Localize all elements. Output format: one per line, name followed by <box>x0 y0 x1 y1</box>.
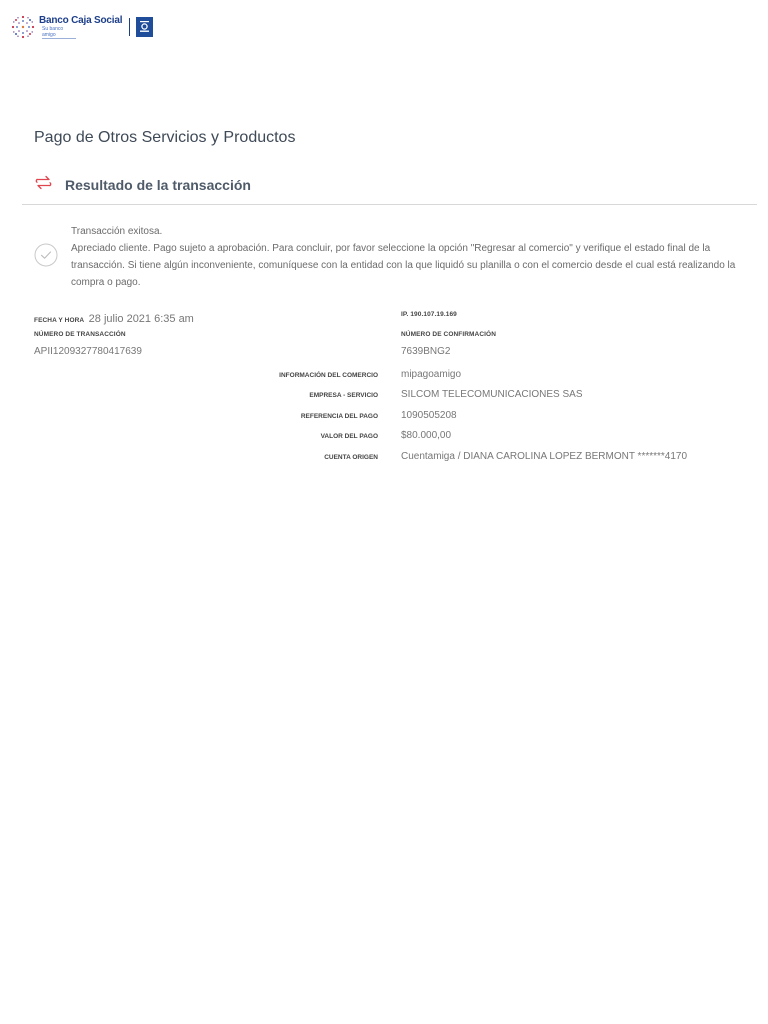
result-message <box>71 223 746 291</box>
fecha-value: 28 julio 2021 6:35 am <box>88 313 194 325</box>
empresa-value: SILCOM TELECOMUNICACIONES SAS <box>401 389 583 400</box>
fecha-label: FECHA Y HORA <box>34 317 85 324</box>
ip-label: IP. 190.107.19.169 <box>401 311 457 318</box>
message-text: Apreciado cliente. Pago sujeto a aprobación. Para concluir, por favor seleccione la opción "Regresar al comercio" y verifique el estado final de la transacción. Si tiene algún inconveniente, comuníquese con la entidad con la que liquidó su planilla o con el comercio desde el cual está realizando la compra o pago. <box>71 243 736 288</box>
check-circle-icon <box>34 243 58 267</box>
cuenta-value: Cuentamiga / DIANA CAROLINA LOPEZ BERMONT *******4170 <box>401 451 688 462</box>
brand-separator <box>129 18 130 36</box>
transaccion-value: APII1209327780417639 <box>34 346 142 357</box>
brand-name: Banco Caja Social <box>39 15 123 26</box>
fecha-row <box>34 309 194 327</box>
section-header <box>34 174 251 196</box>
valor-value: $80.000,00 <box>401 430 452 441</box>
transfer-arrows-icon <box>34 173 53 197</box>
referencia-label: REFERENCIA DEL PAGO <box>300 413 378 420</box>
sunburst-logo-icon[interactable] <box>10 14 36 40</box>
page-title: Pago de Otros Servicios y Productos <box>34 129 296 146</box>
valor-label: VALOR DEL PAGO <box>320 433 378 440</box>
confirmacion-value: 7639BNG2 <box>401 346 451 357</box>
empresa-label: EMPRESA - SERVICIO <box>309 392 378 399</box>
brand-tagline: Su banco amigo <box>42 26 76 39</box>
section-divider <box>22 204 757 205</box>
transaccion-label: NÚMERO DE TRANSACCIÓN <box>34 331 126 338</box>
section-title: Resultado de la transacción <box>65 177 251 193</box>
comercio-label: INFORMACIÓN DEL COMERCIO <box>279 372 378 379</box>
referencia-value: 1090505208 <box>401 410 457 421</box>
cuenta-label: CUENTA ORIGEN <box>324 454 378 461</box>
brand-logo-text <box>39 15 122 39</box>
colmena-badge-icon <box>136 17 153 37</box>
header <box>10 13 153 41</box>
comercio-value: mipagoamigo <box>401 369 462 380</box>
status-text: Transacción exitosa. <box>71 226 163 237</box>
confirmacion-label: NÚMERO DE CONFIRMACIÓN <box>401 331 497 338</box>
